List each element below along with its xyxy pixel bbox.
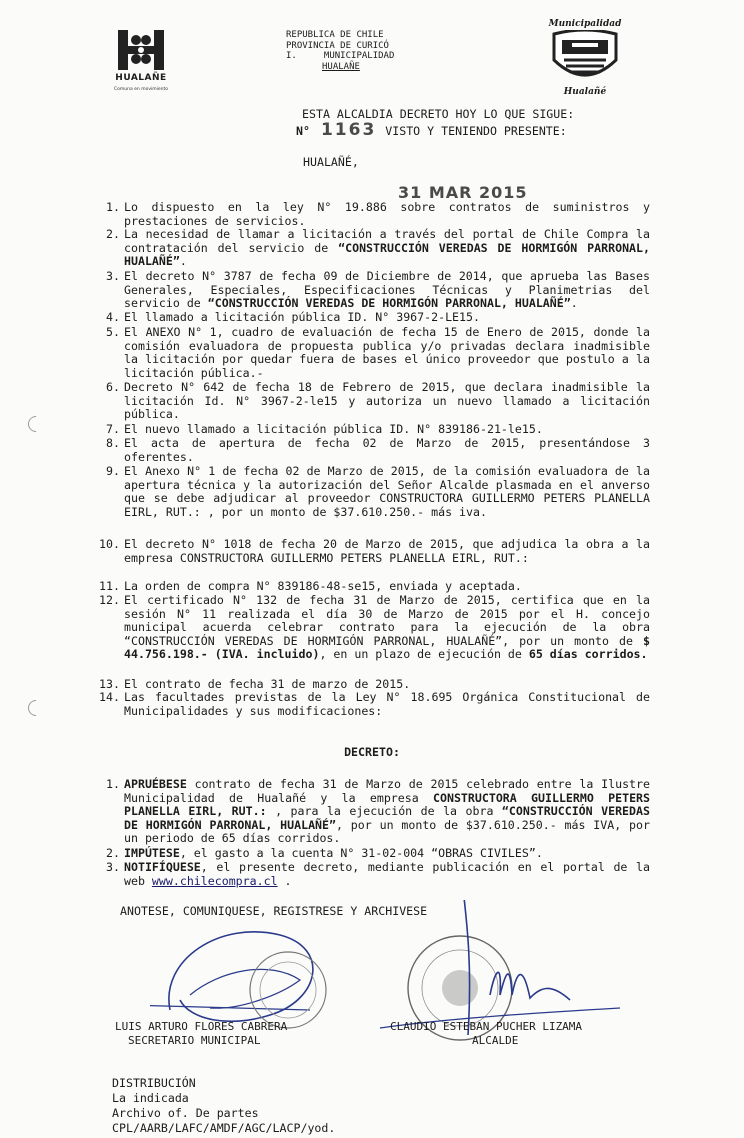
letterhead-line: REPUBLICA DE CHILE xyxy=(286,30,384,40)
visto-item-number: 11. xyxy=(99,579,120,593)
punch-hole-mark xyxy=(25,697,48,720)
seal-bottom-text: Hualañé xyxy=(563,87,607,97)
visto-item-number: 12. xyxy=(99,593,120,607)
visto-item-number: 1. xyxy=(106,200,120,214)
visto-item-text: Lo dispuesto en la ley N° 19.886 sobre contratos de suministros y prestaciones de servicios. xyxy=(124,200,650,228)
letterhead xyxy=(286,30,446,72)
seal-top-text: Municipalidad xyxy=(548,19,622,29)
decree-number-stamp: 1163 xyxy=(320,120,377,140)
distribution-line: CPL/AARB/LAFC/AMDF/AGC/LACP/yod. xyxy=(112,1121,336,1135)
visto-item-text: El decreto N° 3787 de fecha 09 de Diciembre de 2014, que aprueba las Bases Generales, Especiales, Especificaciones Técnicas y Planimetrias del servicio de “CONSTRUCCIÓN VEREDAS DE HORMIGÓN PARRONAL, HUALAÑÉ”. xyxy=(124,269,650,311)
logo-tagline: Comuna en movimiento xyxy=(113,87,169,92)
visto-item xyxy=(96,270,650,311)
visto-item xyxy=(96,465,650,519)
signatory-left-title: SECRETARIO MUNICIPAL xyxy=(128,1034,261,1047)
city-line: HUALAÑÉ, xyxy=(303,155,359,169)
letterhead-line: I. MUNICIPALIDAD xyxy=(286,51,395,61)
signatory-right-title: ALCALDE xyxy=(472,1034,519,1047)
visto-item-number: 2. xyxy=(106,227,120,241)
visto-item xyxy=(96,201,650,228)
decreto-item-text: APRUÉBESE contrato de fecha 31 de Marzo de 2015 celebrado entre la Ilustre Municipalidad de Hualañé y la empresa CONSTRUCTORA GUILLERMO PETERS PLANELLA EIRL, RUT.: , para la ejecución de la obra “CONSTRUCCIÓN VEREDAS DE HORMIGÓN PARRONAL, HUALAÑÉ”, por un monto de $37.610.250.- más IVA, por un periodo de 65 días corridos. xyxy=(124,777,651,846)
logo-word: HUALAÑE xyxy=(115,73,167,83)
decreto-item-number: 1. xyxy=(106,777,120,791)
visto-item-number: 5. xyxy=(106,325,120,339)
visto-item-text: El ANEXO N° 1, cuadro de evaluación de fecha 15 de Enero de 2015, donde la comisión evaluadora de propuesta publica y/o privadas declara inadmisible la licitación por quedar fuera de bases el único proveedor que postulo a la licitación pública.- xyxy=(124,325,650,380)
visto-item xyxy=(96,538,650,565)
decreto-item xyxy=(96,861,650,888)
distribution-line: Archivo of. De partes xyxy=(112,1106,259,1120)
visto-item xyxy=(96,437,650,464)
decree-number-prefix: N° xyxy=(296,124,310,138)
letterhead-line: PROVINCIA DE CURICÓ xyxy=(286,40,389,51)
visto-item-text: El decreto N° 1018 de fecha 20 de Marzo de 2015, que adjudica la obra a la empresa CONSTRUCTORA GUILLERMO PETERS PLANELLA EIRL, RUT.: xyxy=(124,537,650,565)
municipality-seal xyxy=(544,18,626,96)
visto-item-text: La necesidad de llamar a licitación a través del portal de Chile Compra la contratación del servicio de “CONSTRUCCIÓN VEREDAS DE HORMIGÓN PARRONAL, HUALAÑÉ”. xyxy=(124,227,650,269)
visto-item xyxy=(96,381,650,422)
seal-shield-icon xyxy=(550,30,620,86)
visto-item-text: El acta de apertura de fecha 02 de Marzo de 2015, presentándose 3 oferentes. xyxy=(124,436,650,464)
visto-item-number: 8. xyxy=(106,436,120,450)
decreto-item-text: NOTIFÍQUESE, el presente decreto, mediante publicación en el portal de la web www.chilecompra.cl . xyxy=(124,860,650,888)
visto-heading: VISTO Y TENIENDO PRESENTE: xyxy=(385,124,567,138)
visto-item xyxy=(96,594,650,662)
visto-item-text: El contrato de fecha 31 de marzo de 2015. xyxy=(124,677,411,691)
distribution-block xyxy=(112,1076,335,1136)
visto-item-number: 7. xyxy=(106,422,120,436)
visto-item xyxy=(96,691,650,718)
signatory-left-name: LUIS ARTURO FLORES CABRERA xyxy=(115,1020,288,1033)
visto-item-number: 9. xyxy=(106,464,120,478)
visto-item-text: El nuevo llamado a licitación pública ID. N° 839186-21-le15. xyxy=(124,422,543,436)
visto-item-text: El Anexo N° 1 de fecha 02 de Marzo de 2015, de la comisión evaluadora de la apertura técnica y la autorización del Señor Alcalde plasmada en el anverso que se debe adjudicar al proveedor CONSTRUCTORA GUILLERMO PETERS PLANELLA EIRL, RUT.: , por un monto de $37.610.250.- más iva. xyxy=(124,464,650,519)
hualane-logo xyxy=(110,28,172,92)
visto-item-number: 14. xyxy=(99,690,120,704)
visto-item-text: Las facultades previstas de la Ley N° 18.695 Orgánica Constitucional de Municipalidades y sus modificaciones: xyxy=(124,690,650,718)
visto-item-text: Decreto N° 642 de fecha 18 de Febrero de 2015, que declara inadmisible la licitación Id. N° 3967-2-le15 y autoriza un nuevo llamado a licitación pública. xyxy=(124,380,650,422)
hualane-logo-icon xyxy=(110,28,172,72)
decreto-item xyxy=(96,778,650,846)
visto-item xyxy=(96,423,650,437)
signatory-right-name: CLAUDIO ESTEBAN PUCHER LIZAMA xyxy=(390,1020,583,1033)
visto-item xyxy=(96,228,650,269)
visto-item-number: 13. xyxy=(99,677,120,691)
visto-item xyxy=(96,326,650,380)
visto-item xyxy=(96,311,650,325)
visto-item-text: El llamado a licitación pública ID. N° 3967-2-LE15. xyxy=(124,310,480,324)
distribution-line: La indicada xyxy=(112,1091,189,1105)
decreto-item-number: 3. xyxy=(106,860,120,874)
visto-item-number: 10. xyxy=(99,537,120,551)
visto-item xyxy=(96,580,650,594)
decreto-item xyxy=(96,847,650,861)
preamble-line: ESTA ALCALDIA DECRETO HOY LO QUE SIGUE: xyxy=(302,107,575,121)
decreto-item-number: 2. xyxy=(106,846,120,860)
visto-item-text: El certificado N° 132 de fecha 31 de Marzo de 2015, certifica que en la sesión N° 11 realizada el día 30 de Marzo de 2015 por el H. concejo municipal acuerda celebrar contrato para la ejecución de la obra “CONSTRUCCIÓN VEREDAS DE HORMIGÓN PARRONAL, HUALAÑÉ”, por un monto de $ 44.756.198.- (IVA. incluido), en un plazo de ejecución de 65 días corridos. xyxy=(124,593,650,662)
date-stamp: 31 MAR 2015 xyxy=(398,183,528,202)
visto-item-text: La orden de compra N° 839186-48-se15, enviada y aceptada. xyxy=(124,579,522,593)
punch-hole-mark xyxy=(25,413,48,436)
visto-item-number: 4. xyxy=(106,310,120,324)
distribution-line: DISTRIBUCIÓN xyxy=(112,1076,196,1090)
closing-line: ANOTESE, COMUNIQUESE, REGISTRESE Y ARCHIVESE xyxy=(120,904,428,918)
letterhead-line: HUALAÑE xyxy=(322,61,360,72)
visto-item-number: 3. xyxy=(106,269,120,283)
decreto-item-text: IMPÚTESE, el gasto a la cuenta N° 31-02-004 “OBRAS CIVILES”. xyxy=(124,846,543,860)
visto-item-number: 6. xyxy=(106,380,120,394)
decree-number-line xyxy=(296,120,567,140)
decreto-heading: DECRETO: xyxy=(344,745,400,759)
